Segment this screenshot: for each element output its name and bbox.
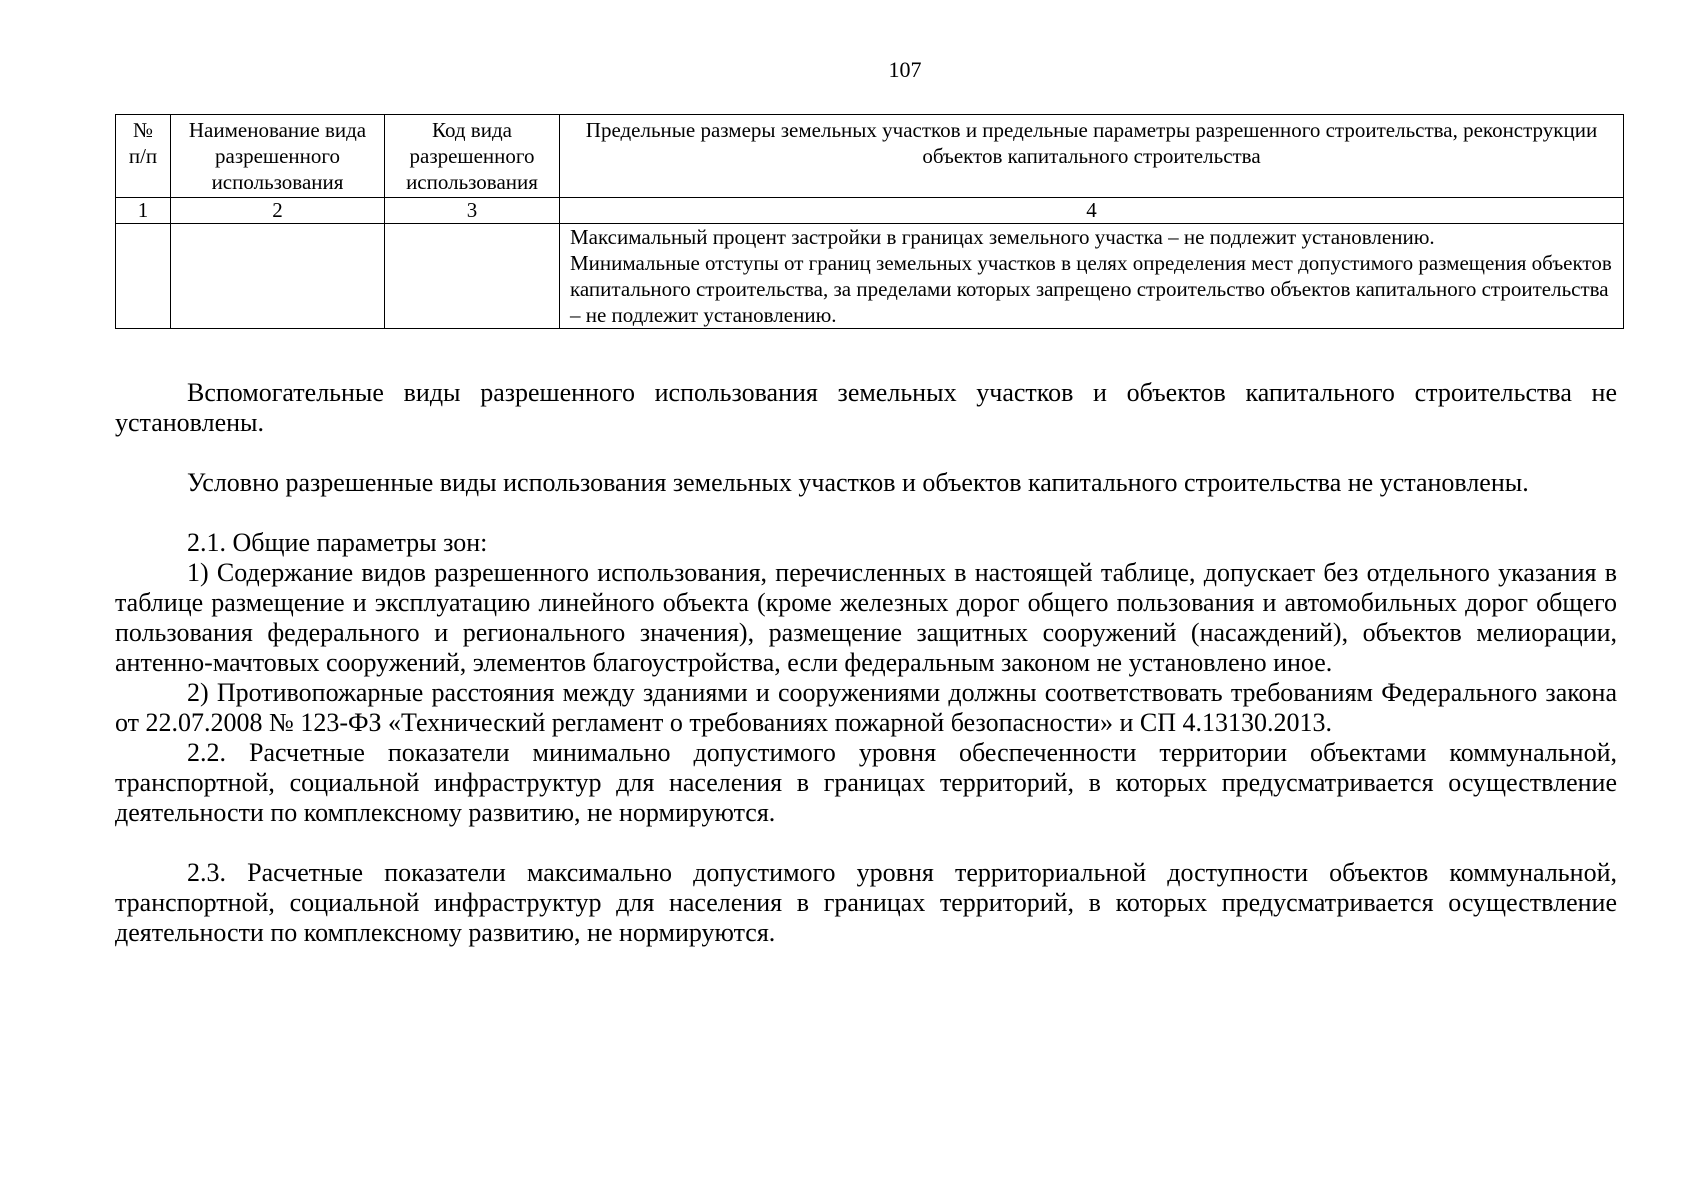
table-cell-use-name [171, 224, 385, 329]
column-number-1: 1 [116, 198, 171, 224]
header-use-code: Код вида разрешенного использования [385, 115, 560, 198]
column-number-3: 3 [385, 198, 560, 224]
header-number: № п/п [116, 115, 171, 198]
paragraph-conditional-uses: Условно разрешенные виды использования земельных участков и объектов капитального строительства не установлены. [187, 468, 1529, 497]
parameters-table [115, 114, 1624, 329]
header-limits: Предельные размеры земельных участков и предельные параметры разрешенного строительства, реконструкции объектов капитального строительства [560, 115, 1624, 198]
table-cell-number [116, 224, 171, 329]
limit-max-coverage: Максимальный процент застройки в границах земельного участка – не подлежит установлению. [570, 225, 1435, 249]
paragraph-item-2: 2) Противопожарные расстояния между зданиями и сооружениями должны соответствовать требованиям Федерального закона от 22.07.2008 № 123-ФЗ «Технический регламент о требованиях пожарной безопасности» и СП 4.13130.2013. [115, 678, 1617, 737]
column-number-2: 2 [171, 198, 385, 224]
body-text [115, 378, 1617, 948]
table-header-row [116, 115, 1624, 198]
paragraph-item-1: 1) Содержание видов разрешенного использования, перечисленных в настоящей таблице, допускает без отдельного указания в таблице размещение и эксплуатацию линейного объекта (кроме железных дорог общего пользования и автомобильных дорог общего пользования федерального и регионального значения), размещение защитных сооружений (насаждений), объектов мелиорации, антенно-мачтовых сооружений, элементов благоустройства, если федеральным законом не установлено иное. [115, 558, 1617, 677]
section-2-1-heading: 2.1. Общие параметры зон: [187, 528, 488, 557]
table-cell-limits [560, 224, 1624, 329]
page-number: 107 [888, 57, 922, 82]
paragraph-section-2-3: 2.3. Расчетные показатели максимально допустимого уровня территориальной доступности объектов коммунальной, транспортной, социальной инфраструктур для населения в границах территорий, в которых предусматривается осуществление деятельности по комплексному развитию, не нормируются. [115, 858, 1617, 947]
table-row [116, 224, 1624, 329]
table-cell-use-code [385, 224, 560, 329]
table-numbering-row [116, 198, 1624, 224]
column-number-4: 4 [560, 198, 1624, 224]
limit-min-setbacks: Минимальные отступы от границ земельных участков в целях определения мест допустимого размещения объектов капитального строительства, за пределами которых запрещено строительство объектов капитального строительства – не подлежит установлению. [570, 251, 1612, 327]
paragraph-section-2-2: 2.2. Расчетные показатели минимально допустимого уровня обеспеченности территории объектами коммунальной, транспортной, социальной инфраструктур для населения в границах территорий, в которых предусматривается осуществление деятельности по комплексному развитию, не нормируются. [115, 738, 1617, 827]
paragraph-auxiliary-uses: Вспомогательные виды разрешенного использования земельных участков и объектов капитального строительства не установлены. [115, 378, 1617, 437]
header-use-name: Наименование вида разрешенного использования [171, 115, 385, 198]
